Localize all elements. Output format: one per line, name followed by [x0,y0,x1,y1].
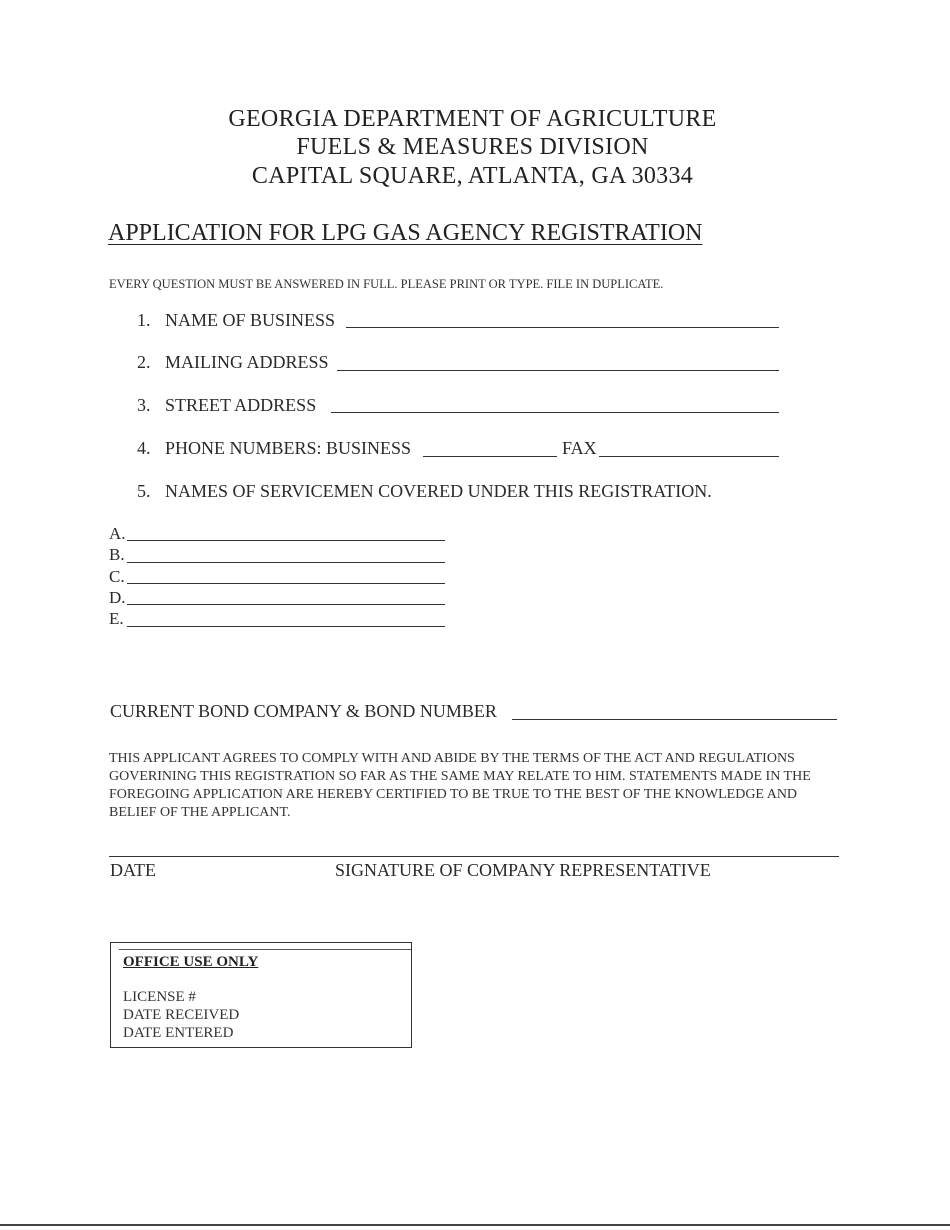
serviceman-field-e[interactable] [127,626,445,627]
date-entered-label: DATE ENTERED [123,1025,234,1041]
bond-label: CURRENT BOND COMPANY & BOND NUMBER [110,701,497,721]
question-3-number: 3. [137,395,151,415]
page-bottom-rule [0,1224,950,1226]
office-use-title: OFFICE USE ONLY [123,954,259,970]
question-1-label: NAME OF BUSINESS [165,310,336,330]
date-received-label: DATE RECEIVED [123,1007,240,1023]
serviceman-label-d: D. [109,588,126,607]
office-use-box [110,942,412,1048]
signature-line[interactable] [109,856,839,857]
question-3-label: STREET ADDRESS [165,395,317,415]
serviceman-field-c[interactable] [127,583,445,584]
serviceman-field-b[interactable] [127,562,445,563]
serviceman-field-d[interactable] [127,604,445,605]
fax-field[interactable] [599,456,779,457]
question-4-number: 4. [137,438,151,458]
business-phone-field[interactable] [423,456,557,457]
question-5-label: NAMES OF SERVICEMEN COVERED UNDER THIS REGISTRATION. [165,481,712,501]
bond-field[interactable] [512,719,837,720]
question-5-number: 5. [137,481,151,501]
mailing-address-field[interactable] [337,370,779,371]
instructions: EVERY QUESTION MUST BE ANSWERED IN FULL. PLEASE PRINT OR TYPE. FILE IN DUPLICATE. [109,277,664,291]
serviceman-field-a[interactable] [127,540,445,541]
question-2-number: 2. [137,352,151,372]
agreement-text: THIS APPLICANT AGREES TO COMPLY WITH AND ABIDE BY THE TERMS OF THE ACT AND REGULATIONS GOVERINING THIS REGISTRATION SO FAR AS THE SAME MAY RELATE TO HIM. STATEMENTS MADE IN THE FOREGOING APPLICATION ARE HEREBY CERTIFIED TO BE TRUE TO THE BEST OF THE KNOWLEDGE AND BELIEF OF THE APPLICANT. [109,751,811,820]
street-address-field[interactable] [331,412,779,413]
license-label: LICENSE # [123,989,196,1005]
question-4-label: PHONE NUMBERS: BUSINESS [165,438,412,458]
date-label: DATE [110,860,156,880]
header-line-3: CAPITAL SQUARE, ATLANTA, GA 30334 [251,163,694,189]
fax-label: FAX [562,438,597,458]
serviceman-label-a: A. [109,524,126,543]
business-name-field[interactable] [346,327,779,328]
question-2-label: MAILING ADDRESS [165,352,329,372]
header-line-2: FUELS & MEASURES DIVISION [296,134,649,160]
question-1-number: 1. [137,310,151,330]
serviceman-label-c: C. [109,567,125,586]
header-line-1: GEORGIA DEPARTMENT OF AGRICULTURE [228,106,717,132]
serviceman-label-b: B. [109,545,125,564]
signature-label: SIGNATURE OF COMPANY REPRESENTATIVE [335,860,711,880]
form-title: APPLICATION FOR LPG GAS AGENCY REGISTRATION [108,220,703,246]
office-box-rule [119,949,411,950]
serviceman-label-e: E. [109,609,124,628]
